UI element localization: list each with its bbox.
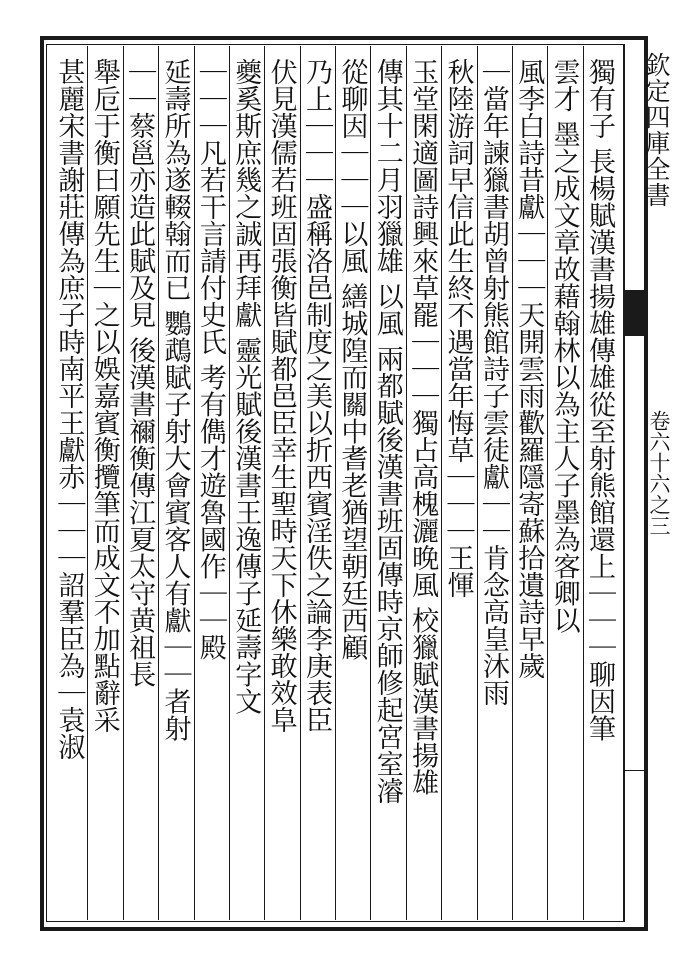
text-column: 乃上｜｜｜盛稱洛邑制度之美以折西賓淫佚之論李庚表臣 (301, 58, 332, 733)
text-column: 延壽所為遂輟翰而已 鸚鵡賦子射大會賓客人有獻｜｜者射 (159, 58, 191, 742)
text-column: 甚麗宋書謝莊傳為庶子時南平王獻赤｜｜｜詔羣臣為｜袁淑 (53, 58, 85, 760)
text-column: 從聊因｜｜｜以風 繕城隍而關中耆老猶望朝廷西顧 (336, 58, 368, 661)
collection-title: 欽定四庫全書 (642, 52, 671, 208)
text-column: 秋陸游詞早信此生終不遇當年悔草｜｜｜王惲 (442, 58, 474, 598)
text-column: 夔奚斯庶幾之誠再拜獻 靈光賦後漢書王逸傳子延壽字文 (230, 58, 262, 715)
column-rule (335, 46, 336, 920)
column-rule (583, 46, 584, 920)
text-column: 玉堂閑適圖詩興來草罷｜｜｜獨占高槐灑晚風 校獵賦漢書揚雄 (407, 58, 439, 796)
text-column: 風李白詩昔獻｜｜｜天開雲雨歡羅隱寄蘇拾遺詩早歲 (513, 58, 545, 679)
text-column: ｜當年諫獵書胡曾射熊館詩子雲徒獻｜｜肯念高皇沐雨 (477, 58, 509, 706)
volume-label: 卷六十六之三 (647, 410, 671, 536)
column-rule (123, 46, 124, 920)
text-column: 獨有子 長楊賦漢書揚雄傳雄從至射熊館還上｜｜｜聊因筆 (584, 58, 615, 742)
column-rule (264, 46, 265, 920)
column-rule (370, 46, 371, 920)
text-column: ｜｜蔡邕亦造此賦及見 後漢書禰衡傳江夏太守黄祖長 (124, 58, 156, 688)
column-rule (512, 46, 513, 920)
text-column: 雲才 墨之成文章故藉翰林以為主人子墨為客卿以 (548, 58, 580, 634)
column-rule (194, 46, 195, 920)
fishtail-mark (624, 290, 646, 336)
text-column: 伏見漢儒若班固張衡皆賦都邑臣幸生聖時天下休樂敢效阜 (265, 58, 297, 733)
column-rule (406, 46, 407, 920)
text-column: 舉卮于衡曰願先生｜之以娛嘉賓衡攬筆而成文不加點辭采 (88, 58, 120, 733)
column-rule (158, 46, 159, 920)
column-rule (300, 46, 301, 920)
margin-divider (624, 770, 646, 771)
column-rule (441, 46, 442, 920)
text-column: ｜｜｜凡若干言請付史氏 考有儁才遊魯國作｜｜殿 (194, 58, 226, 661)
column-rule (547, 46, 548, 920)
column-rule (229, 46, 230, 920)
column-rule (87, 46, 88, 920)
text-column: 傳其十二月羽獵雄 以風 兩都賦後漢書班固傳時京師修起宮室濬 (371, 58, 403, 805)
column-rule (477, 46, 478, 920)
